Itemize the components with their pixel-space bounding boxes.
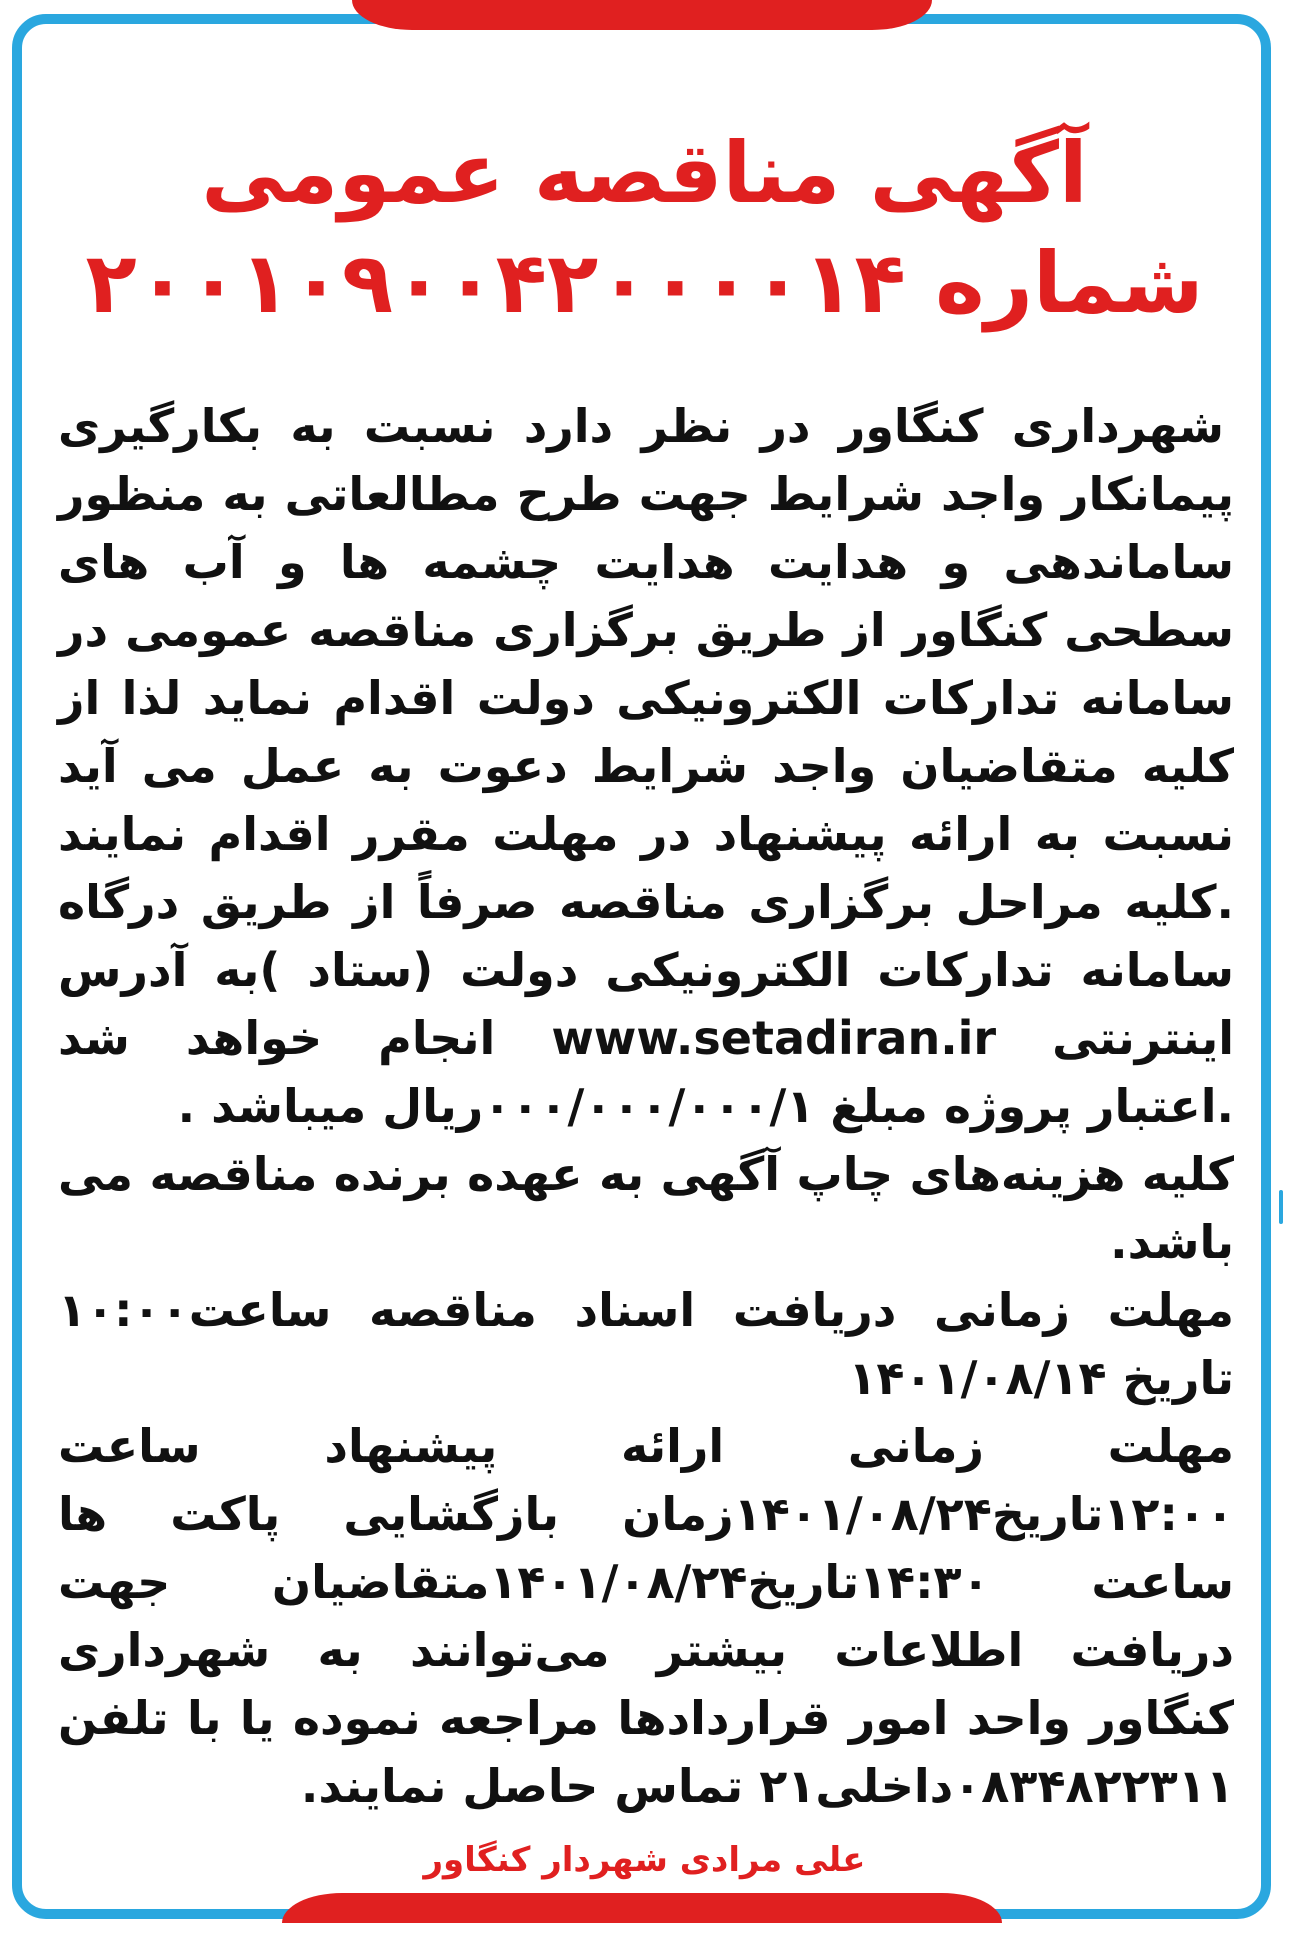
notice-paragraph-proposal-deadline: مهلت زمانی ارائه پیشنهاد ساعت ۱۲:۰۰تاریخ۱۴۰۱/۰۸/۲۴زمان بازگشایی پاکت ها ساعت ۱۴:۳۰تاریخ۱۴۰۱/۰۸/۲۴متقاضیان جهت دریافت اطلاعات بیشتر می‌توانند به شهرداری کنگاور واحد امور قراردادها مراجعه نموده یا با تلفن ۰۸۳۴۸۲۲۳۱۱داخلی۲۱ تماس حاصل نمایند. — [58, 1419, 1234, 1813]
side-mark — [1279, 1190, 1283, 1224]
bottom-ribbon — [282, 1893, 1002, 1923]
top-ribbon — [352, 0, 932, 30]
notice-paragraph-main: شهرداری کنگاور در نظر دارد نسبت به بکارگیری پیمانکار واجد شرایط جهت طرح مطالعاتی به منظور ساماندهی و هدایت هدایت چشمه ها و آب های سطحی کنگاور از طریق برگزاری مناقصه عمومی در سامانه تدارکات الکترونیکی دولت اقدام نماید لذا از کلیه متقاضیان واجد شرایط دعوت به عمل می آید نسبت به ارائه پیشنهاد در مهلت مقرر اقدام نمایند .کلیه مراحل برگزاری مناقصه صرفاً از طریق درگاه سامانه تدارکات الکترونیکی دولت (ستاد )به آدرس اینترنتی www.setadiran.ir انجام خواهد شد .اعتبار پروژه مبلغ ۰۰۰/۰۰۰/۰۰۰/۱ریال میباشد . — [58, 399, 1234, 1133]
notice-body — [58, 392, 1234, 1820]
notice-title: آگهی مناقصه عمومی — [201, 124, 1088, 222]
notice-number: شماره ۲۰۰۱۰۹۰۰۴۲۰۰۰۰۱۴ — [85, 234, 1204, 332]
notice-paragraph-documents-deadline: مهلت زمانی دریافت اسناد مناقصه ساعت۱۰:۰۰ تاریخ ۱۴۰۱/۰۸/۱۴ — [58, 1283, 1234, 1405]
mayor-signature: علی مرادی شهردار کنگاور — [423, 1840, 866, 1880]
notice-paragraph-costs: کلیه هزینه‌های چاپ آگهی به عهده برنده مناقصه می باشد. — [58, 1147, 1234, 1269]
